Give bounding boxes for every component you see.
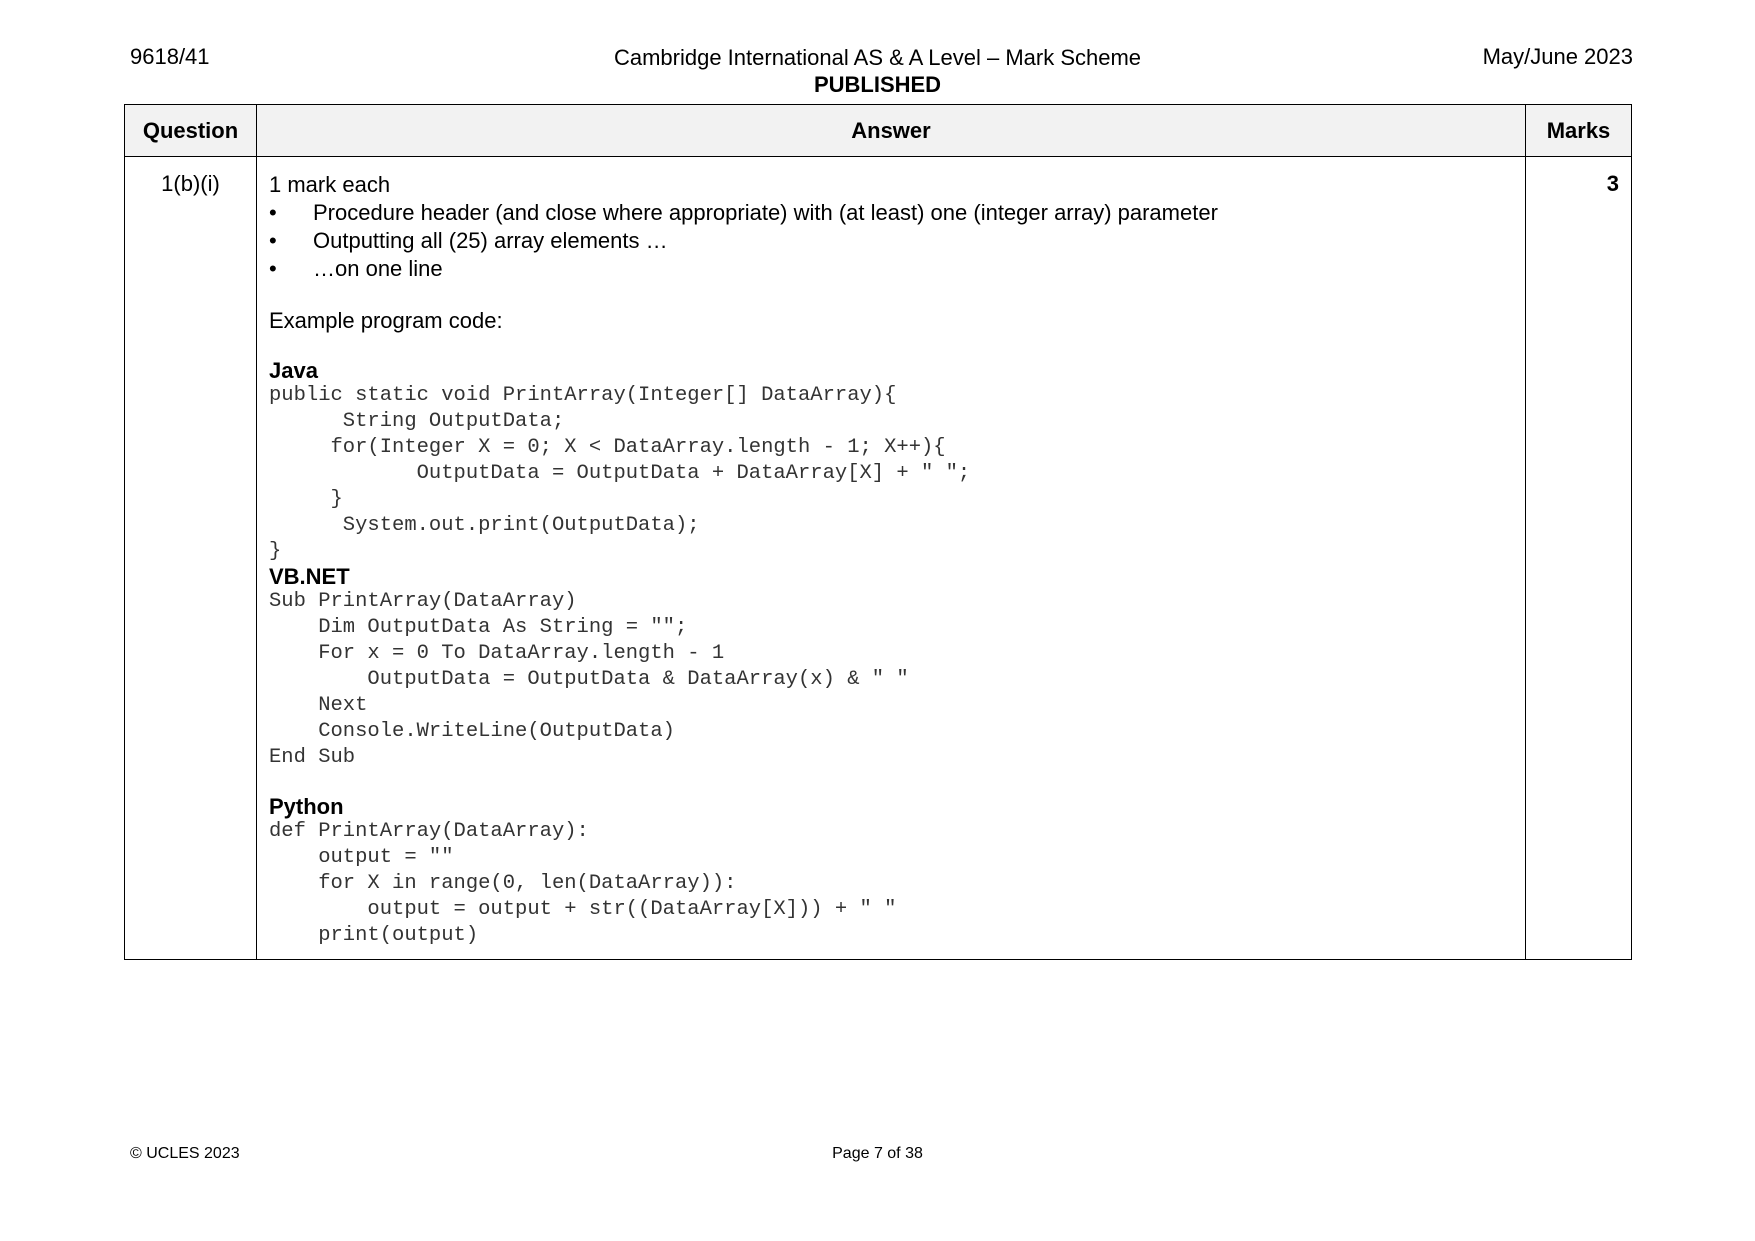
- python-heading: Python: [269, 794, 344, 819]
- marks-column-header: Marks: [1526, 105, 1632, 157]
- vbnet-code-block: Sub PrintArray(DataArray) Dim OutputData As String = ""; For x = 0 To DataArray.length - 1 OutputData = OutputData & DataArray(x) & " " Next Console.WriteLine(OutputData) End Sub: [269, 590, 909, 769]
- copyright-notice: © UCLES 2023: [130, 1145, 240, 1162]
- criterion-item: • …on one line: [269, 255, 1515, 283]
- marking-criteria: [269, 199, 1515, 283]
- marking-intro: 1 mark each: [269, 172, 391, 197]
- criterion-item: • Outputting all (25) array elements …: [269, 227, 1515, 255]
- java-code-block: public static void PrintArray(Integer[] DataArray){ String OutputData; for(Integer X = 0; X < DataArray.length - 1; X++){ OutputData = OutputData + DataArray[X] + " "; } System.out.print(OutputData); }: [269, 384, 971, 563]
- criterion-item: • Procedure header (and close where appropriate) with (at least) one (integer array) parameter: [269, 199, 1515, 227]
- answer-cell: [257, 157, 1526, 960]
- vbnet-heading: VB.NET: [269, 564, 350, 589]
- document-title: Cambridge International AS & A Level – Mark Scheme: [613, 45, 1142, 70]
- published-label: PUBLISHED: [813, 72, 942, 97]
- question-column-header: Question: [125, 105, 257, 157]
- paper-code: 9618/41: [130, 44, 210, 69]
- java-heading: Java: [269, 358, 318, 383]
- exam-session: May/June 2023: [1482, 44, 1633, 69]
- question-number: 1(b)(i): [125, 157, 257, 960]
- table-row: [125, 157, 1632, 960]
- mark-scheme-table: [124, 104, 1632, 960]
- table-header-row: [125, 105, 1632, 157]
- page-number: Page 7 of 38: [832, 1145, 923, 1162]
- python-code-block: def PrintArray(DataArray): output = "" for X in range(0, len(DataArray)): output = output + str((DataArray[X])) + " " print(output): [269, 820, 897, 947]
- example-label: Example program code:: [269, 308, 503, 333]
- answer-column-header: Answer: [257, 105, 1526, 157]
- marks-value: 3: [1526, 157, 1632, 960]
